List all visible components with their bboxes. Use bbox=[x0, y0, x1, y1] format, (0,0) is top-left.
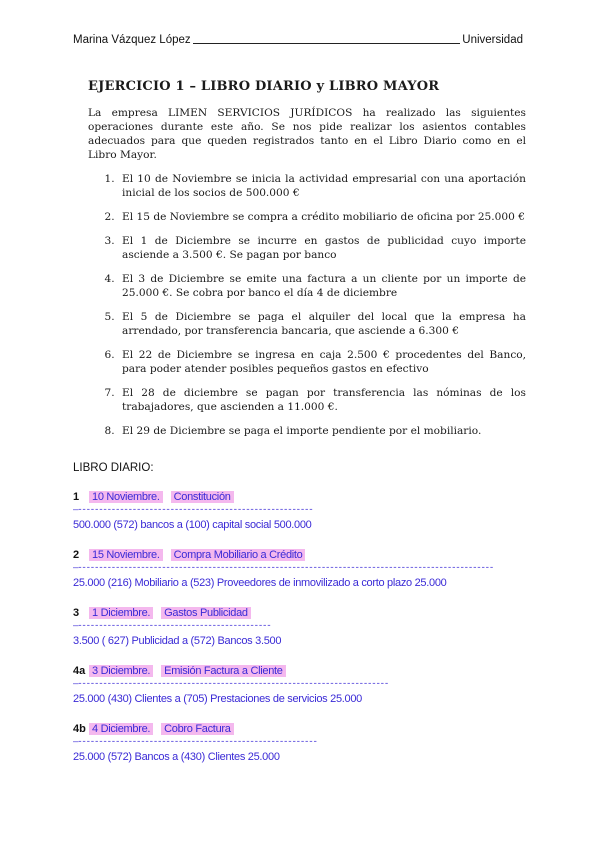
institution-name: Universidad bbox=[462, 34, 523, 46]
entry-separator: —--------------------------------------------------------- bbox=[73, 737, 317, 747]
entry-number: 2 bbox=[73, 549, 80, 561]
entry-concept: Emisión Factura a Cliente bbox=[161, 665, 285, 677]
journal-entry bbox=[73, 721, 533, 764]
journal-entry bbox=[73, 663, 533, 706]
entry-separator: —-------------------------------------------------------------------------- bbox=[73, 679, 389, 689]
document-header bbox=[73, 34, 523, 46]
entry-line: 500.000 (572) bancos a (100) capital social 500.000 bbox=[73, 519, 312, 531]
entry-date: 15 Noviembre. bbox=[89, 549, 163, 561]
entry-number: 3 bbox=[73, 607, 80, 619]
entry-number: 1 bbox=[73, 491, 80, 503]
journal-entry bbox=[73, 547, 533, 590]
exercise-intro: La empresa LIMEN SERVICIOS JURÍDICOS ha realizado las siguientes operaciones durante este año. Se nos pide realizar los asientos contables adecuados para que queden registrados tanto en el Libro Diario como en el Libro Mayor. bbox=[88, 107, 526, 161]
entry-number: 4a bbox=[73, 665, 86, 677]
operation-item: 2. El 15 de Noviembre se compra a crédito mobiliario de oficina por 25.000 € bbox=[118, 210, 526, 224]
operation-item: 3. El 1 de Diciembre se incurre en gastos de publicidad cuyo importe asciende a 3.500 €. Se pagan por banco bbox=[118, 234, 526, 262]
entry-date: 1 Diciembre. bbox=[89, 607, 153, 619]
entry-date: 10 Noviembre. bbox=[89, 491, 163, 503]
entry-separator: —---------------------------------------------- bbox=[73, 621, 271, 631]
entry-line: 3.500 ( 627) Publicidad a (572) Bancos 3.500 bbox=[73, 635, 282, 647]
entry-line: 25.000 (216) Mobiliario a (523) Proveedores de inmovilizado a corto plazo 25.000 bbox=[73, 577, 447, 589]
operation-item: 5. El 5 de Diciembre se paga el alquiler del local que la empresa ha arrendado, por transferencia bancaria, que asciende a 6.300 € bbox=[118, 310, 526, 338]
journal-entry bbox=[73, 489, 533, 532]
exercise-statement bbox=[88, 80, 526, 448]
exercise-title: EJERCICIO 1 – LIBRO DIARIO y LIBRO MAYOR bbox=[88, 79, 440, 94]
operation-item: 8. El 29 de Diciembre se paga el importe pendiente por el mobiliario. bbox=[118, 424, 526, 438]
author-name: Marina Vázquez López bbox=[73, 34, 191, 46]
entry-concept: Cobro Factura bbox=[161, 723, 233, 735]
operations-list bbox=[88, 172, 526, 438]
entry-concept: Constitución bbox=[171, 491, 234, 503]
operation-item: 7. El 28 de diciembre se pagan por transferencia las nóminas de los trabajadores, que ascienden a 11.000 €. bbox=[118, 386, 526, 414]
entry-separator: —-------------------------------------------------------- bbox=[73, 505, 313, 515]
entry-date: 4 Diciembre. bbox=[89, 723, 153, 735]
entry-concept: Gastos Publicidad bbox=[161, 607, 251, 619]
header-underline bbox=[193, 42, 461, 44]
operation-item: 4. El 3 de Diciembre se emite una factura a un cliente por un importe de 25.000 €. Se cobra por banco el día 4 de diciembre bbox=[118, 272, 526, 300]
entry-line: 25.000 (430) Clientes a (705) Prestaciones de servicios 25.000 bbox=[73, 693, 362, 705]
operation-item: 1. El 10 de Noviembre se inicia la actividad empresarial con una aportación inicial de los socios de 500.000 € bbox=[118, 172, 526, 200]
diary-title: LIBRO DIARIO: bbox=[73, 462, 154, 474]
entry-separator: —--------------------------------------------------------------------------------------------------- bbox=[73, 563, 494, 573]
entry-line: 25.000 (572) Bancos a (430) Clientes 25.000 bbox=[73, 751, 280, 763]
operation-item: 6. El 22 de Diciembre se ingresa en caja 2.500 € procedentes del Banco, para poder atender posibles pequeños gastos en efectivo bbox=[118, 348, 526, 376]
entry-concept: Compra Mobiliario a Crédito bbox=[171, 549, 306, 561]
entry-number: 4b bbox=[73, 723, 86, 735]
entry-date: 3 Diciembre. bbox=[89, 665, 153, 677]
journal-entry bbox=[73, 605, 533, 648]
